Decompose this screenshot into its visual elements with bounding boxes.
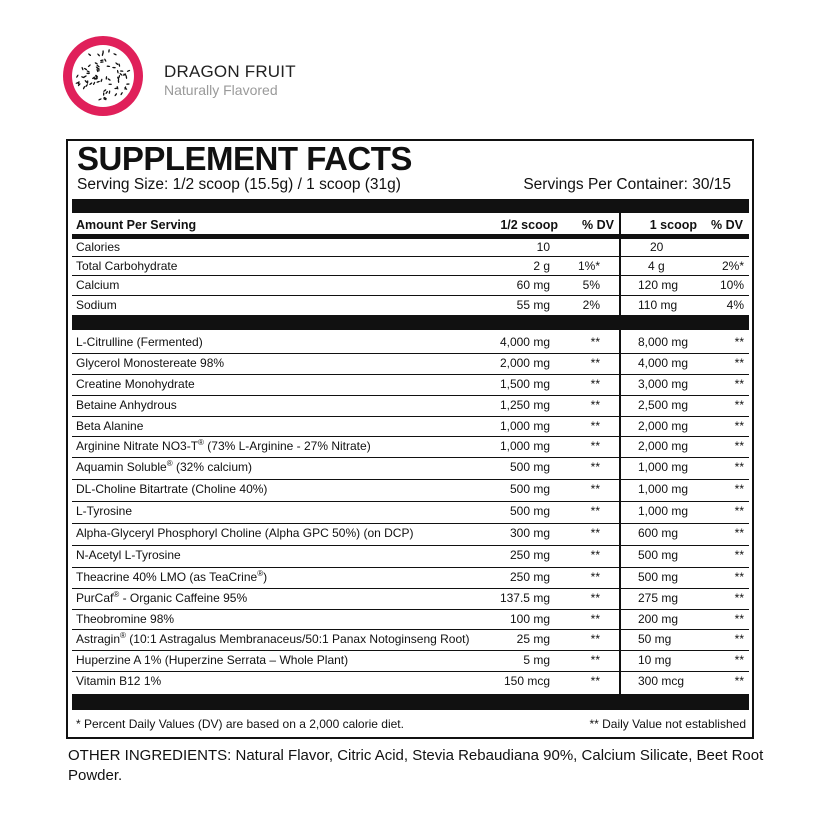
row-name: PurCaf® - Organic Caffeine 95% (76, 590, 248, 605)
column-amount-per-serving: Amount Per Serving (76, 218, 197, 232)
amount-one-scoop: 275 mg (638, 591, 679, 605)
flavor-name: DRAGON FRUIT (164, 62, 296, 81)
serving-size: Serving Size: 1/2 scoop (15.5g) / 1 scoop (31g) (77, 176, 401, 193)
column-half-scoop: 1/2 scoop (500, 218, 558, 232)
row-separator (72, 609, 749, 610)
row-separator (72, 395, 749, 396)
panel-title: SUPPLEMENT FACTS (77, 140, 412, 177)
amount-one-scoop: 1,000 mg (638, 504, 689, 518)
column-divider (619, 213, 621, 694)
dv-one-scoop: ** (734, 548, 744, 562)
dv-one-scoop: ** (734, 653, 744, 667)
dv-half-scoop: ** (590, 356, 600, 370)
column-dv-full: % DV (711, 218, 743, 232)
amount-half-scoop: 1,000 mg (499, 439, 550, 453)
dv-one-scoop: ** (734, 460, 744, 474)
row-name: L-Citrulline (Fermented) (76, 335, 203, 349)
amount-one-scoop: 4 g (648, 259, 665, 273)
row-separator (72, 523, 749, 524)
row-name: Aquamin Soluble® (32% calcium) (76, 459, 252, 474)
dv-half-scoop: ** (590, 526, 600, 540)
dv-half-scoop: 1%* (577, 259, 600, 273)
amount-half-scoop: 55 mg (516, 298, 550, 312)
dv-one-scoop: ** (734, 439, 744, 453)
dv-one-scoop: ** (734, 526, 744, 540)
dv-half-scoop: ** (590, 570, 600, 584)
row-separator (72, 545, 749, 546)
amount-half-scoop: 250 mg (509, 570, 550, 584)
amount-one-scoop: 300 mcg (638, 674, 685, 688)
dv-half-scoop: 2% (582, 298, 600, 312)
row-name: Creatine Monohydrate (76, 377, 195, 391)
amount-one-scoop: 50 mg (638, 632, 672, 646)
dv-half-scoop: 5% (582, 278, 600, 292)
row-name: Astragin® (10:1 Astragalus Membranaceus/50:1 Panax Notoginseng Root) (76, 631, 470, 646)
dv-half-scoop: ** (590, 548, 600, 562)
amount-half-scoop: 137.5 mg (499, 591, 550, 605)
amount-half-scoop: 300 mg (509, 526, 550, 540)
dv-one-scoop: ** (734, 591, 744, 605)
dv-one-scoop: 2%* (721, 259, 744, 273)
amount-half-scoop: 25 mg (516, 632, 550, 646)
amount-half-scoop: 500 mg (509, 482, 550, 496)
row-name: DL-Choline Bitartrate (Choline 40%) (76, 482, 268, 496)
amount-one-scoop: 8,000 mg (638, 335, 689, 349)
footnote-not-established: ** Daily Value not established (589, 717, 746, 731)
amount-one-scoop: 500 mg (638, 570, 679, 584)
row-name: Huperzine A 1% (Huperzine Serrata – Whole Plant) (76, 653, 349, 667)
row-separator (72, 353, 749, 354)
dv-half-scoop: ** (590, 482, 600, 496)
dv-half-scoop: ** (590, 398, 600, 412)
row-separator (72, 275, 749, 276)
row-name: Theobromine 98% (76, 612, 175, 626)
dv-half-scoop: ** (590, 674, 600, 688)
row-separator (72, 629, 749, 630)
dv-half-scoop: ** (590, 504, 600, 518)
row-name: N-Acetyl L-Tyrosine (76, 548, 181, 562)
footnote-daily-value: * Percent Daily Values (DV) are based on a 2,000 calorie diet. (76, 717, 404, 731)
row-name: Sodium (76, 298, 117, 312)
row-separator (72, 479, 749, 480)
row-separator (72, 671, 749, 672)
amount-one-scoop: 200 mg (638, 612, 679, 626)
row-name: Total Carbohydrate (76, 259, 178, 273)
row-separator (72, 374, 749, 375)
dv-one-scoop: ** (734, 632, 744, 646)
row-name: Calcium (76, 278, 120, 292)
dv-half-scoop: ** (590, 460, 600, 474)
amount-half-scoop: 100 mg (509, 612, 550, 626)
row-name: Vitamin B12 1% (76, 674, 162, 688)
row-separator (72, 457, 749, 458)
medium-divider (72, 234, 749, 239)
dv-one-scoop: ** (734, 377, 744, 391)
thick-divider (72, 315, 749, 330)
amount-one-scoop: 110 mg (638, 298, 678, 312)
dv-half-scoop: ** (590, 419, 600, 433)
row-name: Arginine Nitrate NO3-T® (73% L-Arginine - 27% Nitrate) (76, 438, 371, 453)
row-name: Betaine Anhydrous (76, 398, 177, 412)
dv-one-scoop: ** (734, 504, 744, 518)
amount-one-scoop: 4,000 mg (638, 356, 689, 370)
amount-half-scoop: 1,000 mg (499, 419, 550, 433)
row-name: Glycerol Monostereate 98% (76, 356, 225, 370)
amount-half-scoop: 1,500 mg (499, 377, 550, 391)
amount-one-scoop: 1,000 mg (638, 460, 689, 474)
amount-half-scoop: 2 g (533, 259, 550, 273)
dv-one-scoop: 10% (719, 278, 744, 292)
dv-one-scoop: ** (734, 335, 744, 349)
dv-half-scoop: ** (590, 335, 600, 349)
column-dv-half: % DV (582, 218, 614, 232)
row-separator (72, 567, 749, 568)
row-separator (72, 650, 749, 651)
amount-half-scoop: 5 mg (523, 653, 550, 667)
dv-half-scoop: ** (590, 591, 600, 605)
row-name: L-Tyrosine (76, 504, 133, 518)
amount-half-scoop: 10 (536, 240, 550, 254)
dv-half-scoop: ** (590, 653, 600, 667)
amount-half-scoop: 2,000 mg (499, 356, 550, 370)
amount-one-scoop: 2,000 mg (638, 419, 689, 433)
row-name: Alpha-Glyceryl Phosphoryl Choline (Alpha GPC 50%) (on DCP) (76, 526, 414, 540)
amount-one-scoop: 120 mg (638, 278, 679, 292)
amount-one-scoop: 2,500 mg (638, 398, 689, 412)
amount-half-scoop: 500 mg (509, 504, 550, 518)
dv-one-scoop: ** (734, 612, 744, 626)
thick-divider (72, 199, 749, 213)
other-ingredients: OTHER INGREDIENTS: Natural Flavor, Citric Acid, Stevia Rebaudiana 90%, Calcium Silicate, Beet Root Powder. (68, 747, 764, 784)
dv-one-scoop: ** (734, 570, 744, 584)
dragon-fruit-icon (63, 36, 143, 116)
amount-one-scoop: 10 mg (638, 653, 672, 667)
row-name: Theacrine 40% LMO (as TeaCrine®) (76, 569, 268, 584)
amount-half-scoop: 500 mg (509, 460, 550, 474)
amount-half-scoop: 250 mg (509, 548, 550, 562)
amount-half-scoop: 1,250 mg (499, 398, 550, 412)
thick-divider (72, 694, 749, 710)
dv-half-scoop: ** (590, 632, 600, 646)
servings-per-container: Servings Per Container: 30/15 (523, 176, 731, 193)
dv-one-scoop: 4% (726, 298, 744, 312)
amount-one-scoop: 20 (650, 240, 664, 254)
dv-one-scoop: ** (734, 674, 744, 688)
dv-half-scoop: ** (590, 377, 600, 391)
amount-half-scoop: 150 mcg (503, 674, 550, 688)
amount-one-scoop: 2,000 mg (638, 439, 689, 453)
amount-one-scoop: 500 mg (638, 548, 679, 562)
row-separator (72, 295, 749, 296)
amount-one-scoop: 1,000 mg (638, 482, 689, 496)
flavor-subtitle: Naturally Flavored (164, 82, 278, 98)
dv-half-scoop: ** (590, 612, 600, 626)
dv-one-scoop: ** (734, 356, 744, 370)
amount-one-scoop: 3,000 mg (638, 377, 689, 391)
amount-half-scoop: 60 mg (516, 278, 550, 292)
amount-one-scoop: 600 mg (638, 526, 679, 540)
row-separator (72, 416, 749, 417)
dv-one-scoop: ** (734, 398, 744, 412)
row-name: Calories (76, 240, 121, 254)
row-separator (72, 588, 749, 589)
dv-one-scoop: ** (734, 419, 744, 433)
row-separator (72, 501, 749, 502)
column-one-scoop: 1 scoop (649, 218, 697, 232)
row-separator (72, 256, 749, 257)
row-separator (72, 436, 749, 437)
amount-half-scoop: 4,000 mg (499, 335, 550, 349)
dv-one-scoop: ** (734, 482, 744, 496)
row-name: Beta Alanine (76, 419, 144, 433)
dv-half-scoop: ** (590, 439, 600, 453)
